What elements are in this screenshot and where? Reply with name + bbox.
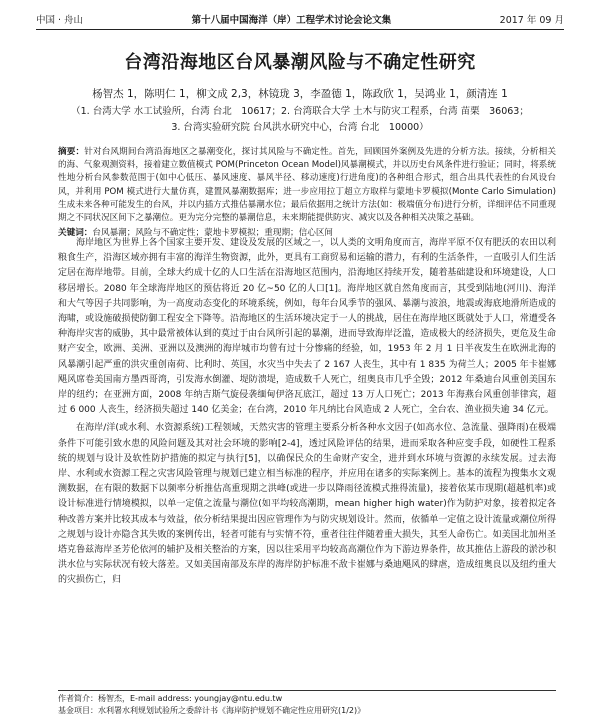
body-paragraph: 在海岸/洋(或水利、水资源系统)工程领域，天然灾害的管理主要系分析各种水文因子(如高水位、急流量、强降雨)在极端条件下可能引致水患的风险问题及其对社会环境的影响[2-4]，透过风险评估的结果，进而采取各种应变手段，如硬性工程系统的规划与设计及软性防护措施的拟定与执行[5]，以确保民众的生命财产安全，进并到水环境与资源的永续发展。过去海岸、水利或水资源工程之灾害风险管理与规划已建立相当标准的程序，并应用在诸多的实际案例上。基本的流程为搜集水文观测数据，在有限的数据下以频率分析推估高重现期之洪峰(或进一步以降雨径流模式推得流量)，接着依某市现期(超越机率)或设计标准进行情境模拟，以单一定值之流量与潮位(如平均较高潮期，mean higher high water)作为防护对象，接着拟定各种改善方案并比较其成本与效益，依分析结果提出因应管理作为与防灾规划设计。然而，依循单一定值之设计流量或潮位所得之规划与设计亦隐含其失败的案例传出，轻者可能有与实情不符，重者往往伴随着重大损失，其至人命伤亡。如美国北加州圣塔克鲁兹海岸圣芳伦依河的辅护及相关整治的方案，因以往采用平均较高高潮位作为下游边界条件，故其推估上游段的淤沙积洪水位与实际状况有较大落差。又如美国南部及东岸的海岸防护标准不敌卡崔娜与桑迪飓风的肆虐，造成纽奥良以及纽约重大的灾损伤亡，归 [58, 423, 556, 586]
header-conference: 第十八届中国海洋（岸）工程学术讨论会论文集 [191, 15, 392, 26]
body-paragraph: 海岸地区为世界上各个国家主要开发、建设及发展的区域之一，以人类的文明角度而言，海岸平原不仅有肥沃的农田以利粮食生产，沿海区域亦拥有丰富的海洋生物资源，此外，更具有工商贸易和运输的潜力，有利的生活条件，一直吸引人们生活定居在海岸地带。目前，全球大约成十亿的人口生活在沿海地区范围内，沿海地区持续开发，随着基础建设和环境建设，人口移居增长。2080 年全球海岸地区的预估将近 20 亿~50 亿的人口[1]。海岸地区就自然角度而言，其受到陆地(河川)、海洋和大气等因子共同影响，为一高度动态变化的环境系统，例如，每年台风季节的强风、暴潮与波浪，地震或海底地滑所造成的海啸，或设施破损使防御工程安全下降等。沿海地区的生活环境决定于一人的挑战，居住在海岸地区既就处于人口，常遭受各种海岸灾害的威胁，其中最常被体认到的莫过于由台风所引起的暴潮，进而导致海岸泛滥，造成极大的经济损失，更危及生命财产安全，欧洲、美洲、亚洲以及澳洲的海岸城市均曾有过十分惨痛的经验，如，1953 年 2 月 1 日半夜发生在欧洲北海的风暴潮引起严重的洪灾重创南荷、比利时、英国，水灾当中失去了 2 167 人丧生，其中有 1 835 为荷兰人；2005 年卡崔娜飓风席卷美国南方墨西哥湾，引发海水倒灌、堤防溃堤，造成数千人死亡，纽奥良市几乎全毁；2012 年桑迪台风重创美国东岸的纽约；在亚洲方面，2008 年纳吉斯气旋侵袭缅甸伊洛瓦底江，超过 13 万人口死亡；2013 年海燕台风重创菲律宾，超过 6 000 人丧生，经济损失超过 140 亿美金；在台湾，2010 年凡纳比台风造成 2 人死亡，全台农、渔业损失逾 34 亿元。 [58, 238, 556, 416]
footnote-author: 作者简介：杨智杰，E-mail address: youngjay@ntu.edu.tw [58, 694, 283, 703]
abstract-label: 摘要： [58, 147, 85, 157]
affiliation-line-1: （1. 台湾大学 水工试验所，台湾 台北 10617；2. 台湾联合大学 土木与防灾工程系，台湾 苗栗 36063； [71, 106, 529, 117]
keywords-label: 关键词： [58, 228, 93, 239]
header-location: 中国 · 舟山 [36, 15, 84, 26]
abstract-block [58, 146, 556, 240]
affiliation-line-2: 3. 台湾实验研究院 台风洪水研究中心，台湾 台北 10000） [171, 122, 429, 133]
footnote [58, 690, 556, 717]
footnote-funding: 基金项目：水利署水利规划试验所之委辞计书《海岸防护规划不确定性应用研究(1/2)》 [58, 706, 366, 715]
abstract-text: 针对台风期间台湾沿海地区之暴潮变化，探讨其风险与不确定性。首先，回顾国外案例及先进的分析方法。接续，分析相关的海、气象观测资料，接着建立数值模式 POM(Princeton Ocean Model)风暴潮模式，并以历史台风条件进行验证；同时，将系统性地分析台风参数范围于(如中心低压、暴风速度、暴风半径、移动速度)行进角度)的各种组合形式，组合出具代表性的台风设台风，并利用 POM 模式进行大量仿真，建置风暴潮数据库；进一步应用拉丁超立方取样与蒙地卡罗模拟(Monte Carlo Simulation)生成未来各种可能发生的台风，并以内插方式推估暴潮水位；最后依据用之统计方法(如：极端值分布)进行分析，详细评估不同重现期之不同状况区间下之暴潮位。更为完分完整的暴潮信息，未来期能提供防灾、减灾以及各种相关决策之基础。 [58, 147, 556, 224]
abstract [58, 146, 556, 225]
running-header [36, 12, 564, 30]
keywords-text: 台风暴潮；风险与不确定性；蒙地卡罗模拟；重现期；信心区间 [92, 228, 334, 239]
header-date: 2017 年 09 月 [499, 15, 564, 26]
paper-title: 台湾沿海地区台风暴潮风险与不确定性研究 [124, 52, 476, 73]
author-list: 杨智杰 1，陈明仁 1，柳文成 2,3，林镜珑 3，李盈德 1，陈政欣 1，吴鸿业 1，颜清连 1 [92, 88, 508, 100]
body-text [58, 236, 556, 592]
